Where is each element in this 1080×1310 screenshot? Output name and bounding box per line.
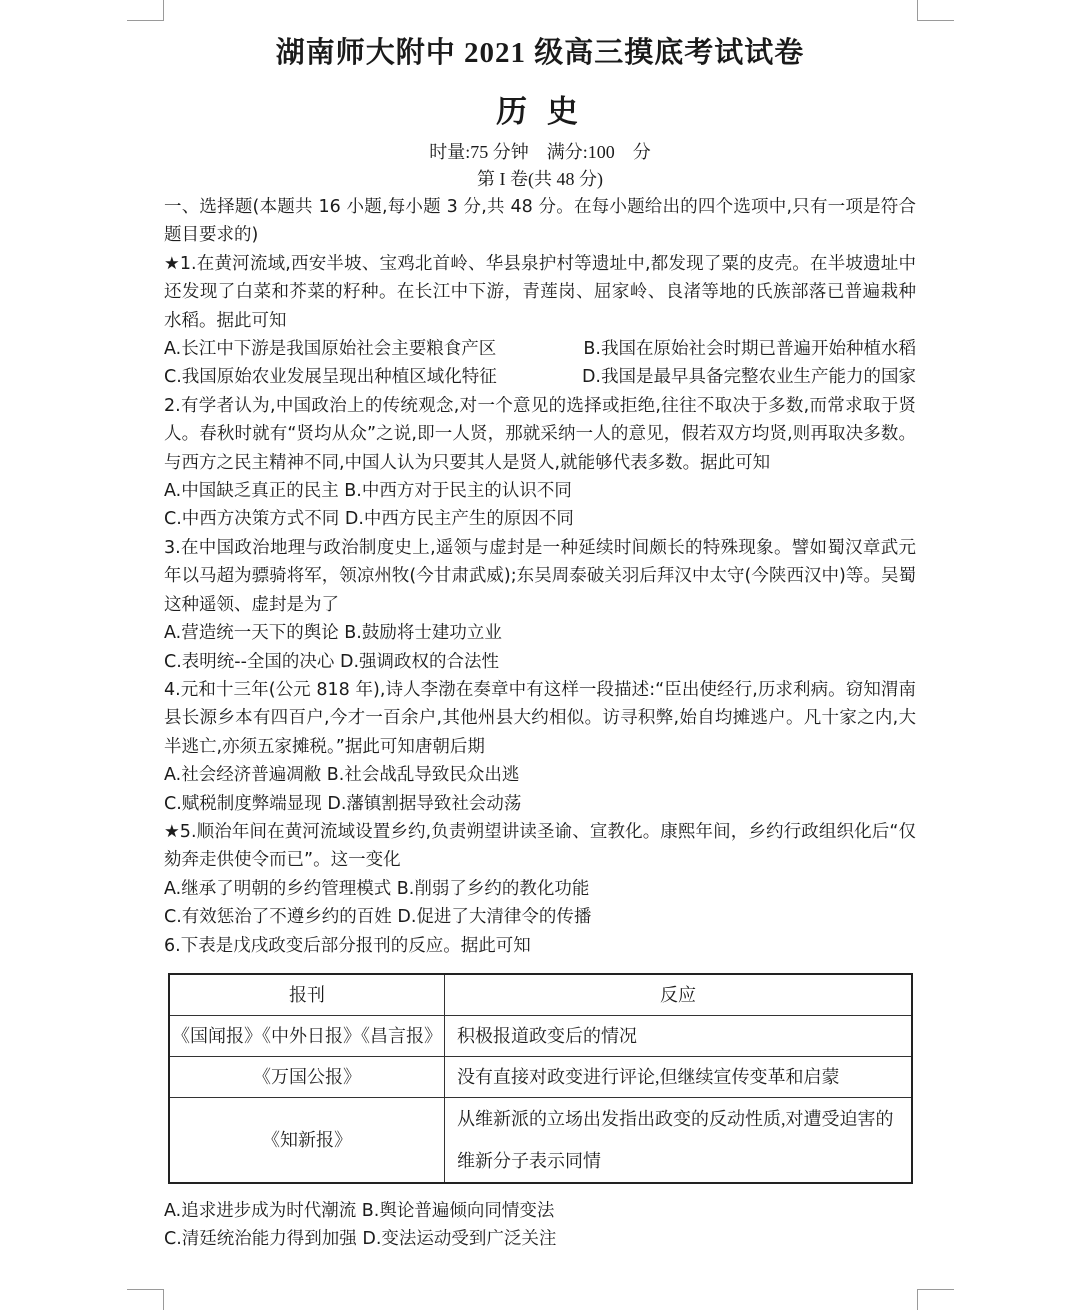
question-stem: 2.有学者认为,中国政治上的传统观念,对一个意见的选择或拒绝,往往不取决于多数,而常求取于贤人。春秋时就有“贤均从众”之说,即一人贤，那就采纳一人的意见，假若双方均贤,则再取决多数。与西方之民主精神不同,中国人认为只要其人是贤人,就能够代表多数。据此可知 — [164, 395, 916, 473]
table-row — [169, 1097, 912, 1183]
table-cell: 《国闻报》《中外日报》《昌言报》 — [169, 1015, 445, 1056]
option-d: D.我国是最早具备完整农业生产能力的国家 — [581, 367, 916, 388]
question-stem: 4.元和十三年(公元 818 年),诗人李渤在奏章中有这样一段描述:“臣出使经行,历求利病。窃知渭南县长源乡本有四百户,今才一百余户,其他州县大约相似。访寻积弊,始自均摊逃户。凡十家之内,大半逃亡,亦须五家摊税。”据此可知唐朝后期 — [164, 679, 916, 757]
question-1 — [164, 250, 916, 392]
question-3 — [164, 534, 916, 676]
crop-mark-top-left — [127, 0, 164, 21]
table-cell: 从维新派的立场出发指出政变的反动性质,对遭受迫害的维新分子表示同情 — [445, 1097, 913, 1183]
question-5 — [164, 818, 916, 932]
table-cell: 《知新报》 — [169, 1097, 445, 1183]
crop-mark-bottom-right — [917, 1289, 954, 1310]
section-instructions: 一、选择题(本题共 16 小题,每小题 3 分,共 48 分。在每小题给出的四个选项中,只有一项是符合题目要求的) — [164, 197, 916, 246]
options-ab: A.中国缺乏真正的民主 B.中西方对于民主的认识不同 — [164, 481, 572, 502]
question-2 — [164, 392, 916, 534]
question-4 — [164, 676, 916, 818]
options-ab: A.继承了明朝的乡约管理模式 B.削弱了乡约的教化功能 — [164, 878, 590, 899]
table-cell: 没有直接对政变进行评论,但继续宣传变革和启蒙 — [445, 1056, 913, 1097]
question-stem: ★1.在黄河流域,西安半坡、宝鸡北首岭、华县泉护村等遗址中,都发现了粟的皮壳。在半坡遗址中还发现了白菜和芥菜的籽种。在长江中下游，青莲岗、屈家岭、良渚等地的氏族部落已普遍栽种水稻。据此可知 — [164, 253, 916, 331]
option-row — [164, 363, 916, 391]
option-c: C.我国原始农业发展呈现出种植区域化特征 — [164, 367, 497, 388]
crop-mark-top-right — [917, 0, 954, 21]
option-a: A.长江中下游是我国原始社会主要粮食产区 — [164, 339, 497, 360]
column-header: 反应 — [445, 974, 913, 1016]
option-row — [164, 335, 916, 363]
options-ab: A.营造统一天下的舆论 B.鼓励将士建功立业 — [164, 623, 502, 644]
options-cd: C.清廷统治能力得到加强 D.变法运动受到广泛关注 — [164, 1229, 557, 1250]
column-header: 报刊 — [169, 974, 445, 1016]
crop-mark-bottom-left — [127, 1289, 164, 1310]
table-row — [169, 1015, 912, 1056]
part-title: 第 I 卷(共 48 分) — [477, 169, 603, 189]
time-and-score-info: 时量:75 分钟 满分:100 分 — [429, 142, 651, 162]
newspaper-table-wrapper — [168, 973, 913, 1184]
exam-body — [164, 193, 916, 1254]
option-b: B.我国在原始社会时期已普遍开始种植水稻 — [583, 339, 916, 360]
question-6 — [164, 932, 916, 1254]
question-stem: 6.下表是戊戌政变后部分报刊的反应。据此可知 — [164, 935, 531, 956]
options-cd: C.赋税制度弊端显现 D.藩镇割据导致社会动荡 — [164, 793, 522, 814]
options-ab: A.追求进步成为时代潮流 B.舆论普遍倾向同情变法 — [164, 1200, 555, 1221]
exam-title: 湖南师大附中 2021 级高三摸底考试试卷 — [275, 37, 805, 69]
options-ab: A.社会经济普遍凋敝 B.社会战乱导致民众出逃 — [164, 765, 520, 786]
options-cd: C.表明统--全国的决心 D.强调政权的合法性 — [164, 651, 500, 672]
table-cell: 积极报道政变后的情况 — [445, 1015, 913, 1056]
options-cd: C.有效惩治了不遵乡约的百姓 D.促进了大清律令的传播 — [164, 907, 592, 928]
options-cd: C.中西方决策方式不同 D.中西方民主产生的原因不同 — [164, 509, 574, 530]
question-stem: 3.在中国政治地理与政治制度史上,遥领与虚封是一种延续时间颇长的特殊现象。譬如蜀汉章武元年以马超为骠骑将军，领凉州牧(今甘肃武威);东吴周泰破关羽后拜汉中太守(今陕西汉中)等。吴蜀这种遥领、虚封是为了 — [164, 537, 916, 615]
question-stem: ★5.顺治年间在黄河流域设置乡约,负责朔望讲读圣谕、宣教化。康熙年间，乡约行政组织化后“仅劾奔走供使令而已”。这一变化 — [164, 821, 916, 871]
table-row — [169, 1056, 912, 1097]
subject-heading: 历 史 — [496, 94, 584, 129]
table-header-row — [169, 974, 912, 1016]
table-cell: 《万国公报》 — [169, 1056, 445, 1097]
newspaper-reaction-table — [168, 973, 913, 1184]
